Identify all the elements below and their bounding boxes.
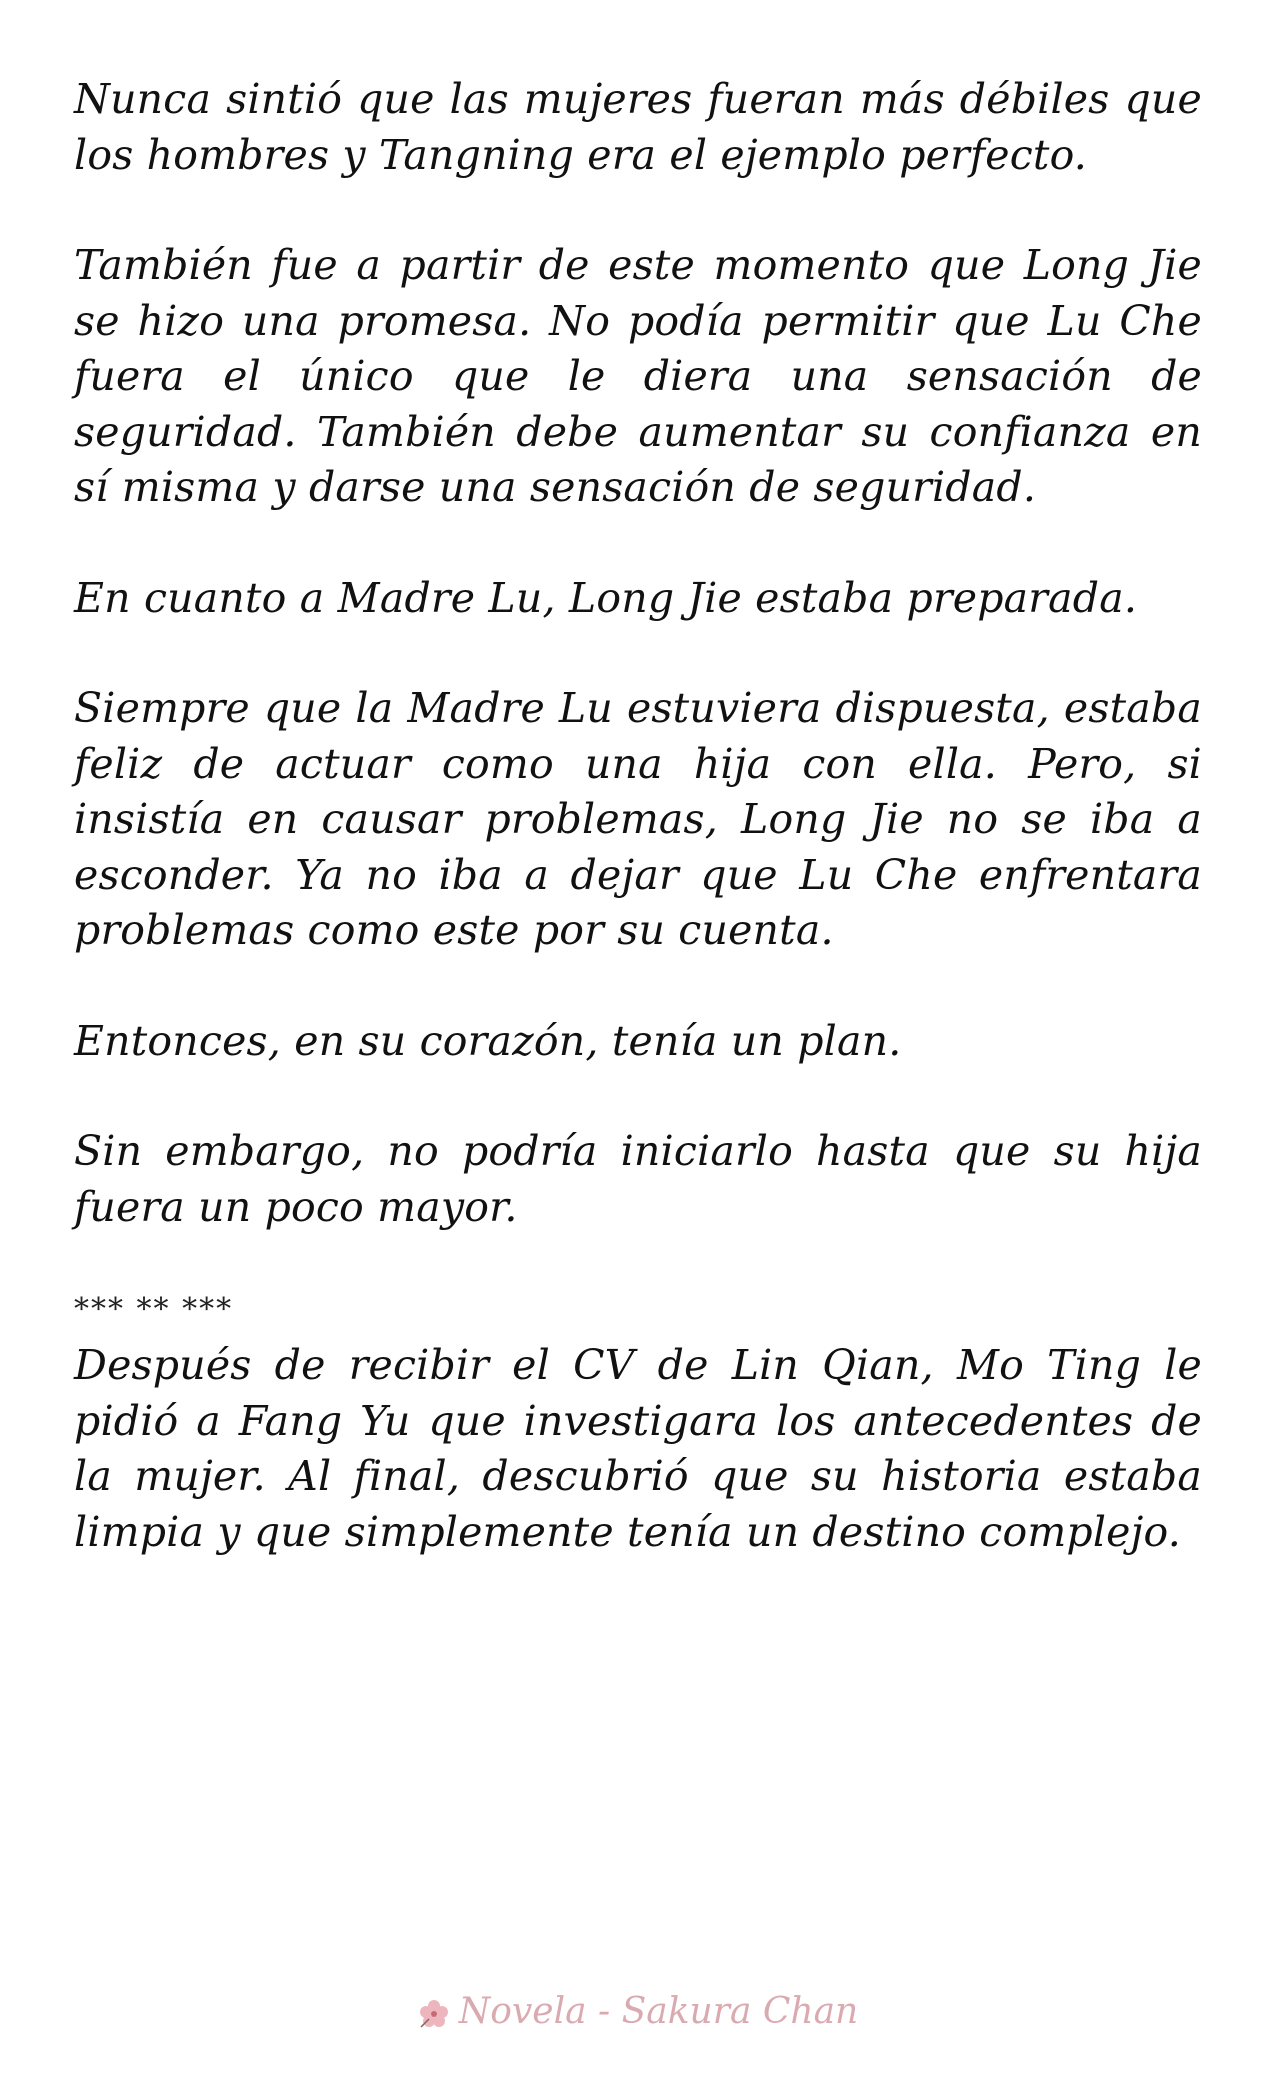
sakura-flower-icon xyxy=(417,1997,451,2031)
paragraph-5: Entonces, en su corazón, tenía un plan. xyxy=(74,1016,902,1065)
watermark-text: Novela - Sakura Chan xyxy=(458,1991,859,2032)
paragraph-6: Sin embargo, no podría iniciarlo hasta que su hija fuera un poco mayor. xyxy=(74,1127,1202,1231)
scene-separator: *** ** *** xyxy=(74,1292,234,1327)
paragraph-2: También fue a partir de este momento que Long Jie se hizo una promesa. No podía permitir que Lu Che fuera el único que le diera una sensación de seguridad. También debe aumentar su confianza en sí misma y darse una sensación de seguridad. xyxy=(74,241,1202,511)
watermark xyxy=(0,1990,1275,2034)
paragraph-4: Siempre que la Madre Lu estuviera dispuesta, estaba feliz de actuar como una hija con ella. Pero, si insistía en causar problemas, Long Jie no se iba a esconder. Ya no iba a dejar que Lu Che enfrentara problemas como este por su cuenta. xyxy=(74,684,1202,954)
paragraph-7: Después de recibir el CV de Lin Qian, Mo Ting le pidió a Fang Yu que investigara los antecedentes de la mujer. Al final, descubrió que su historia estaba limpia y que simplemente tenía un destino complejo. xyxy=(74,1341,1202,1556)
paragraph-1: Nunca sintió que las mujeres fueran más débiles que los hombres y Tangning era el ejemplo perfecto. xyxy=(74,75,1202,179)
paragraph-3: En cuanto a Madre Lu, Long Jie estaba preparada. xyxy=(74,573,1138,622)
document-body xyxy=(74,72,1202,1615)
